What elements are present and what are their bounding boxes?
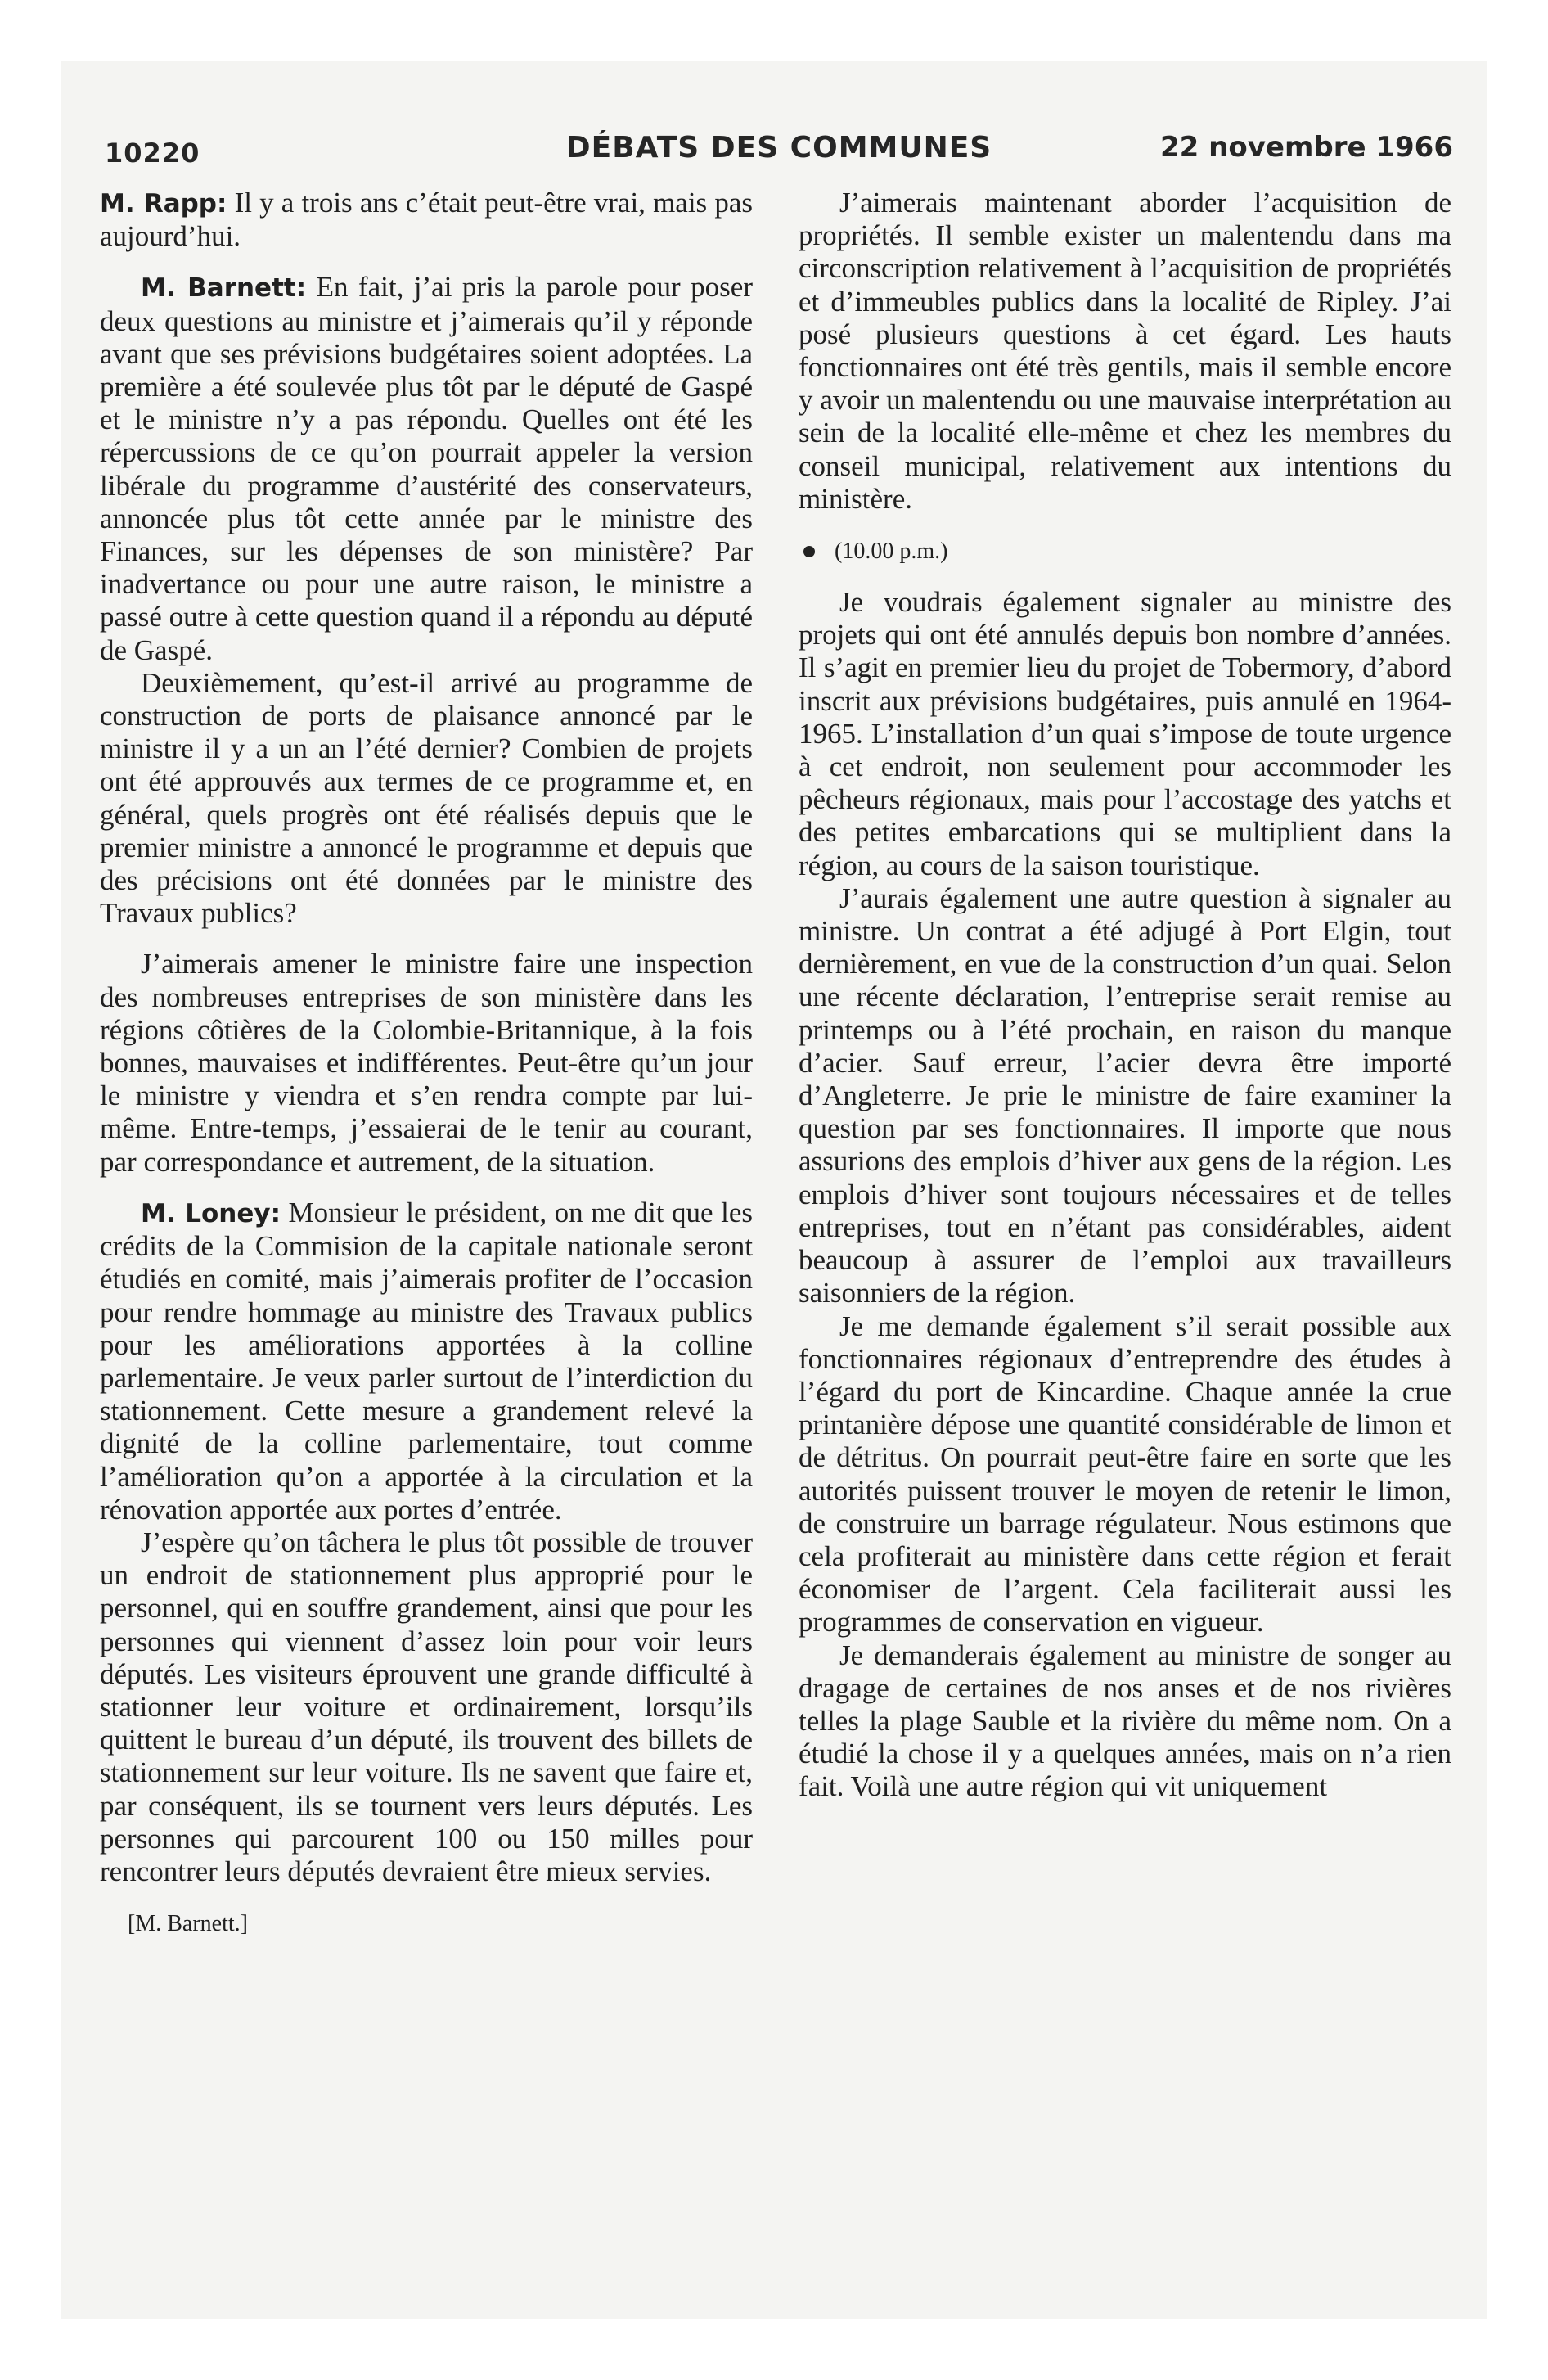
paragraph [799, 586, 1451, 882]
speech-text: J’espère qu’on tâchera le plus tôt possible de trouver un endroit de stationnement plus approprié pour le personnel, qui en souffre grandement, ainsi que pour les personnes qui viennent d’assez loin pour voir leurs députés. Les visiteurs éprouvent une grande difficulté à stationner leur voiture et ordinairement, lorsqu’ils quittent le bureau d’un député, ils trouvent des billets de stationnement sur leur voiture. Ils ne savent que faire et, par conséquent, ils se tournent vers leurs députés. Les personnes qui parcourent 100 ou 150 milles pour rencontrer leurs députés devraient être mieux servies. [100, 1526, 753, 1887]
timestamp-text: (10.00 p.m.) [835, 539, 948, 565]
left-column [100, 187, 753, 1937]
paragraph [799, 187, 1451, 516]
speaker-name: M. Rapp: [100, 189, 227, 219]
paragraph [100, 948, 753, 1178]
page-header [105, 129, 1453, 178]
speech-text: J’aimerais amener le ministre faire une inspection des nombreuses entreprises de son ministère dans les régions côtières de la Colombie-Britannique, à la fois bonnes, mauvaises et indifférentes. Peut-être qu’un jour le ministre y viendra et s’en rendra compte par lui-même. Entre-temps, j’essaierai de le tenir au courant, par correspondance et autrement, de la situation. [100, 948, 753, 1178]
speech-text: J’aimerais maintenant aborder l’acquisition de propriétés. Il semble exister un malentendu dans ma circonscription relativement à l’acquisition de propriétés et d’immeubles publics dans la localité de Ripley. J’ai posé plusieurs questions à cet égard. Les hauts fonctionnaires ont été très gentils, mais il semble encore y avoir un malentendu ou une mauvaise interprétation au sein de la localité elle-même et chez les membres du conseil municipal, relativement aux intentions du ministère. [799, 187, 1451, 515]
running-title: DÉBATS DES COMMUNES [565, 131, 992, 165]
speech-text: Deuxièmement, qu’est-il arrivé au programme de construction de ports de plaisance annoncé par le ministre il y a un an l’été dernier? Combien de projets ont été approuvés aux termes de ce programme et, en général, quels progrès ont été réalisés depuis que le premier ministre a annoncé le programme et depuis que des précisions ont été données par le ministre des Travaux publics? [100, 666, 753, 930]
speaker-name: M. Loney: [141, 1198, 281, 1228]
timestamp [799, 539, 1451, 565]
speech-text: Je demanderais également au ministre de songer au dragage de certaines de nos anses et de nos rivières telles la plage Sauble et la rivière du même nom. On a étudié la chose il y a quelques années, mais on n’a rien fait. Voilà une autre région qui vit uniquement [799, 1639, 1451, 1803]
paragraph [799, 1639, 1451, 1804]
speech-text: Je voudrais également signaler au ministre des projets qui ont été annulés depuis bon nombre d’années. Il s’agit en premier lieu du projet de Tobermory, d’abord inscrit aux prévisions budgétaires, puis annulé en 1964-1965. L’installation d’un quai s’impose de toute urgence à cet endroit, non seulement pour accommoder les pêcheurs régionaux, mais pour l’accostage des yatchs et des petites embarcations qui se multiplient dans la région, au cours de la saison touristique. [799, 586, 1451, 881]
paragraph-rapp [100, 187, 753, 253]
paragraph-barnett [100, 271, 753, 666]
header-date: 22 novembre 1966 [1160, 131, 1453, 164]
speaker-name: M. Barnett: [141, 273, 307, 304]
right-column [799, 187, 1451, 1804]
speech-text: J’aurais également une autre question à signaler au ministre. Un contrat a été adjugé à Port Elgin, tout dernièrement, en vue de la construction d’un quai. Selon une récente déclaration, l’entreprise serait remise au printemps ou à l’été prochain, en raison du manque d’acier. Sauf erreur, l’acier devra être importé d’Angleterre. Je prie le ministre de faire examiner la question par ses fonctionnaires. Il importe que nous assurions des emplois d’hiver aux gens de la région. Les emplois d’hiver sont toujours nécessaires et de telles entreprises, tout en n’étant pas considérables, aident beaucoup à assurer de l’emploi aux travailleurs saisonniers de la région. [799, 881, 1451, 1309]
paragraph [100, 667, 753, 931]
paragraph [100, 1526, 753, 1888]
speaker-attribution: [M. Barnett.] [128, 1911, 248, 1937]
bullet-icon [803, 546, 815, 557]
paragraph [799, 882, 1451, 1310]
speech-text: Il y a trois ans c’était peut-être vrai, mais pas aujourd’hui. [100, 187, 753, 253]
paragraph-loney [100, 1197, 753, 1526]
paragraph [799, 1310, 1451, 1639]
page-number: 10220 [105, 137, 200, 169]
speech-text: Monsieur le président, on me dit que les crédits de la Commision de la capitale nationale seront étudiés en comité, mais j’aimerais profiter de l’occasion pour rendre hommage au ministre des Travaux publics pour les améliorations apportées à la colline parlementaire. Je veux parler surtout de l’interdiction du stationnement. Cette mesure a grandement relevé la dignité de la colline parlementaire, tout comme l’amélioration qu’on a apportée à la circulation et la rénovation apportée aux portes d’entrée. [100, 1196, 753, 1526]
speech-text: En fait, j’ai pris la parole pour poser deux questions au ministre et j’aimerais qu’il y réponde avant que ses prévisions budgétaires soient adoptées. La première a été soulevée plus tôt par le député de Gaspé et le ministre n’y a pas répondu. Quelles ont été les répercussions de ce qu’on pourrait appeler la version libérale du programme d’austérité des conservateurs, annoncée plus tôt cette année par le ministre des Finances, sur les dépenses de son ministère? Par inadvertance ou pour une autre raison, le ministre a passé outre à cette question quand il a répondu au député de Gaspé. [100, 271, 753, 666]
speech-text: Je me demande également s’il serait possible aux fonctionnaires régionaux d’entreprendre des études à l’égard du port de Kincardine. Chaque année la crue printanière dépose une quantité considérable de limon et de détritus. On pourrait peut-être faire en sorte que les autorités puissent trouver le moyen de retenir le limon, de construire un barrage régulateur. Nous estimons que cela profiterait au ministère dans cette région et ferait économiser de l’argent. Cela faciliterait aussi les programmes de conservation en vigueur. [799, 1309, 1451, 1639]
